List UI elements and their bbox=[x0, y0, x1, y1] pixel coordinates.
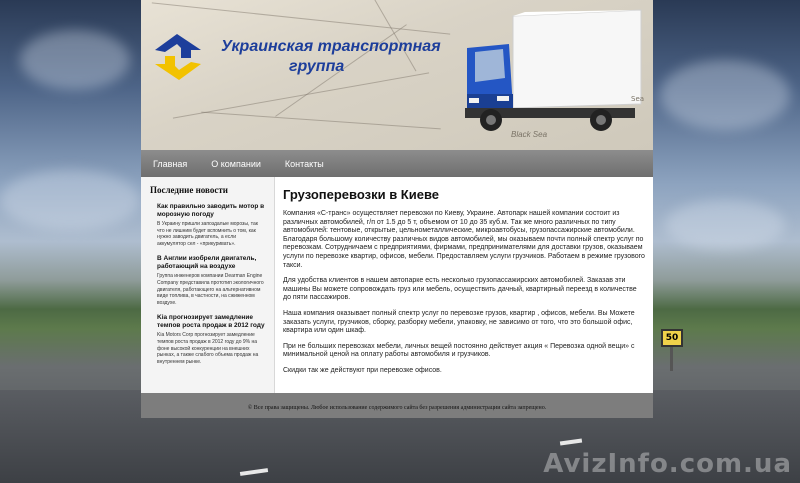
speed-sign: 50 bbox=[661, 329, 683, 347]
body-paragraph: Скидки так же действуют при перевозке офисов. bbox=[283, 366, 442, 374]
footer bbox=[141, 393, 653, 418]
body-paragraph: Компания «С-транс» осуществляет перевозки по Киеву, Украине. Автопарк нашей компании состоит из различных автомобилей, г/п от 1.5 до 5 т, объемом от 10 до 35 куб.м. Так же много различных по типу автомобилей: тентовые, открытые, цельнометаллические, микроавтобусы, грузопассажирские автомобили. Благодаря большому количеству различных видов автомобилей, мы оказываем почти полный спектр услуг по перевозкам. Сотрудничаем с предприятиями, фирмами, предпринимателями для доставки грузов, оказываем услуги по перевозке квартир, офисов, мебели. Предоставляем услуги грузчиков. Работаем в режиме грузового такси. bbox=[283, 210, 645, 269]
nav-item-home[interactable]: Главная bbox=[153, 158, 188, 169]
nav-item-about[interactable]: О компании bbox=[211, 158, 261, 169]
truck-image bbox=[463, 8, 648, 140]
news-item bbox=[150, 314, 266, 365]
news-item bbox=[150, 203, 266, 247]
map-label: Sea bbox=[631, 95, 645, 103]
main-content bbox=[275, 177, 653, 393]
cloud bbox=[660, 60, 790, 130]
logo-title-line1: Украинская транспортная bbox=[221, 38, 441, 55]
map-border-line bbox=[201, 112, 440, 130]
logo-icon bbox=[147, 28, 209, 86]
content-area bbox=[141, 177, 653, 393]
news-title-link[interactable]: Как правильно заводить мотор в морозную погоду bbox=[157, 203, 265, 218]
body-paragraph: Наша компания оказывает полный спектр услуг по перевозке грузов, квартир , офисов, мебели. Вы Можете заказать услуги, грузчиков, сборку, разборку мебели, упаковку, не зависимо от того, что это большой офис, квартира или один шкаф. bbox=[283, 309, 635, 335]
news-excerpt: Группа инженеров компании Dearman Engine Company представила прототип экологичного двигателя, работающего на альтернативном виде топлива, в частности, на сжиженном воздухе. bbox=[157, 273, 264, 306]
body-paragraph: Для удобства клиентов в нашем автопарке есть несколько грузопассажирских автомобилей. Заказав эти машины Вы можете сопровождать груз или мебель, осуществить дачный, квартирный переезд в количестве до пяти пассажиров. bbox=[283, 277, 637, 302]
sidebar-title: Последние новости bbox=[150, 185, 228, 195]
cloud bbox=[0, 170, 140, 230]
news-item bbox=[150, 255, 266, 306]
page-title: Грузоперевозки в Киеве bbox=[283, 187, 440, 202]
map-border-line bbox=[346, 0, 417, 71]
site-container bbox=[141, 0, 653, 418]
news-title-link[interactable]: В Англии изобрели двигатель, работающий на воздухе bbox=[157, 255, 257, 271]
map-label: Black Sea bbox=[511, 130, 548, 139]
copyright-text: © Все права защищены. Любое использование содержимого сайта без разрешения администрации сайта запрещено. bbox=[247, 405, 547, 411]
watermark: AvizInfo.com.ua bbox=[543, 449, 792, 479]
news-excerpt: В Украину пришли запоздалые морозы, так что не лишним будет вспомнить о том, как нужно заводить двигатель, а если аккумулятор сел - «прикуривать». bbox=[157, 221, 258, 247]
news-excerpt: Kia Motors Corp прогнозирует замедление темпов роста продаж в 2012 году до 9% на фоне высокой конкуренции на внешних рынках, а также слабого объема продаж на внутреннем рынке. bbox=[157, 332, 259, 365]
cloud bbox=[665, 200, 785, 250]
header-banner bbox=[141, 0, 653, 150]
news-sidebar bbox=[141, 177, 275, 393]
news-title-link[interactable]: Kia прогнозирует замедление темпов роста продаж в 2012 году bbox=[157, 314, 265, 330]
body-paragraph: При не больших перевозках мебели, личных вещей постоянно действует акция « Перевозка одной вещи» с минимальной ценой на оплату работы автомобиля и грузчиков. bbox=[283, 342, 635, 359]
main-nav bbox=[141, 150, 653, 177]
sign-post bbox=[670, 347, 673, 371]
logo-title-line2: группа bbox=[289, 58, 345, 75]
cloud bbox=[20, 30, 130, 90]
nav-item-contacts[interactable]: Контакты bbox=[284, 158, 324, 169]
